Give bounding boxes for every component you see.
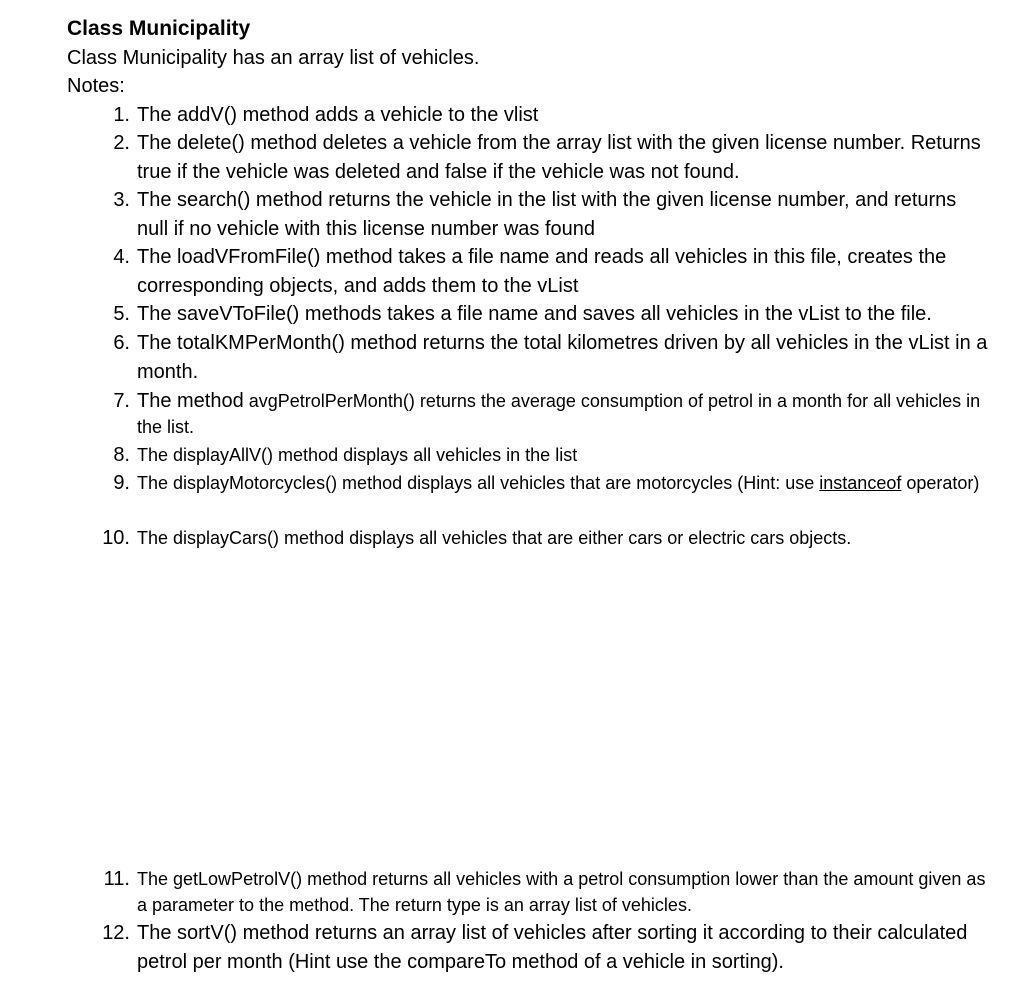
list-item	[100, 300, 990, 329]
item-number: 10.	[102, 527, 130, 549]
item-number: 11.	[103, 868, 130, 890]
item-number: 9.	[113, 472, 130, 494]
item-text-lead: The displayMotorcycles() method displays all vehicles that are motorcycles (Hint: use	[137, 473, 815, 493]
item-text: The addV() method adds a vehicle to the vlist	[137, 104, 539, 126]
list-item	[100, 186, 990, 243]
item-number: 5.	[113, 303, 130, 325]
item-number: 8.	[113, 444, 130, 466]
list-item	[100, 525, 990, 551]
list-item	[100, 243, 990, 300]
item-number: 12.	[102, 922, 130, 944]
list-item	[100, 470, 990, 496]
item-text: The sortV() method returns an array list of vehicles after sorting it according to their calculated petrol per month (Hint use the compareTo method of a vehicle in sorting).	[137, 922, 968, 973]
list-item	[100, 442, 990, 468]
item-text: The saveVToFile() methods takes a file name and saves all vehicles in the vList to the file.	[137, 303, 932, 325]
item-text: The displayCars() method displays all vehicles that are either cars or electric cars objects.	[137, 528, 852, 548]
list-item	[100, 329, 990, 386]
item-text: The displayAllV() method displays all vehicles in the list	[137, 445, 578, 465]
item-text: The totalKMPerMonth() method returns the total kilometres driven by all vehicles in the vList in a month.	[137, 332, 988, 383]
item-text-lead: The method	[137, 390, 244, 412]
instanceof-link[interactable]: instanceof	[819, 473, 902, 493]
item-text	[137, 470, 990, 496]
item-text: The loadVFromFile() method takes a file name and reads all vehicles in this file, creates the corresponding objects, and adds them to the vList	[137, 246, 947, 297]
item-text-rest: operator)	[906, 473, 980, 493]
item-text: The delete() method deletes a vehicle from the array list with the given license number. Returns true if the vehicle was deleted and false if the vehicle was not found.	[137, 132, 981, 183]
item-number: 4.	[113, 246, 130, 268]
item-number: 7.	[113, 390, 130, 412]
item-number: 3.	[113, 189, 130, 211]
item-text	[137, 388, 990, 440]
item-text: The getLowPetrolV() method returns all vehicles with a petrol consumption lower than the amount given as a parameter to the method. The return type is an array list of vehicles.	[137, 869, 986, 915]
item-number: 2.	[113, 132, 130, 154]
document-title: Class Municipality	[67, 17, 251, 40]
item-number: 6.	[113, 332, 130, 354]
list-item	[100, 388, 990, 440]
notes-label: Notes:	[67, 75, 125, 97]
list-item	[100, 101, 990, 130]
intro-text: Class Municipality has an array list of vehicles.	[67, 47, 480, 69]
list-item	[100, 129, 990, 186]
list-item	[100, 866, 990, 918]
item-text-rest: avgPetrolPerMonth() returns the average consumption of petrol in a month for all vehicles in the list.	[137, 391, 981, 437]
item-number: 1.	[113, 104, 130, 126]
list-item	[100, 919, 990, 976]
item-text: The search() method returns the vehicle in the list with the given license number, and returns null if no vehicle with this license number was found	[137, 189, 957, 240]
